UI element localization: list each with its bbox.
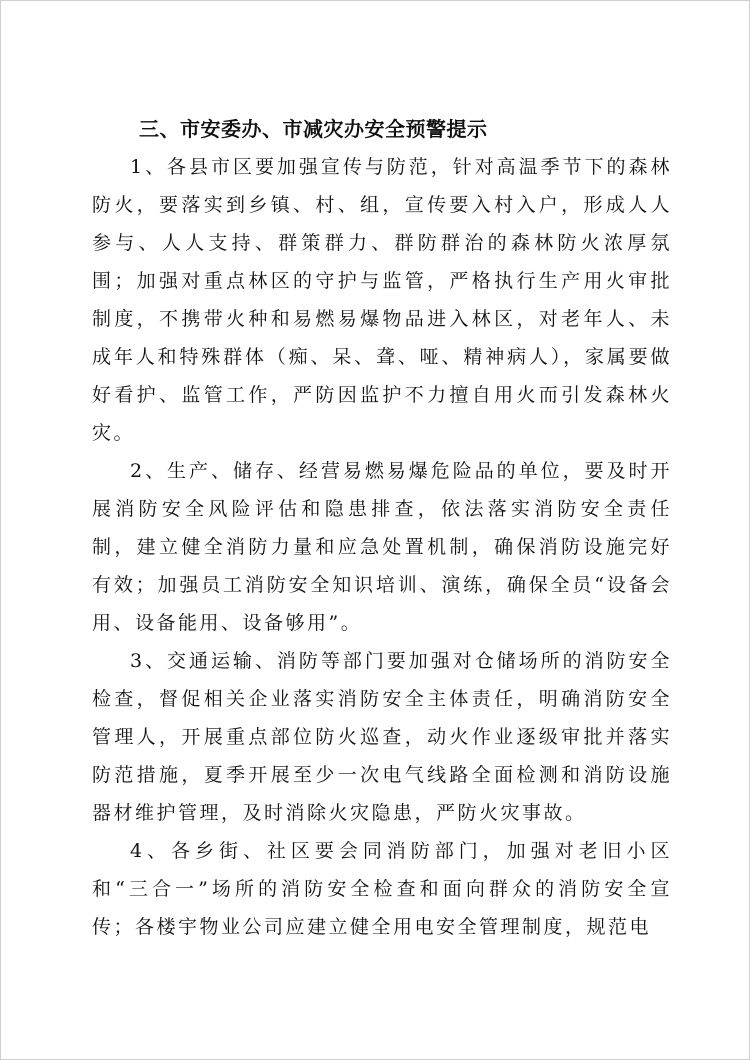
section-heading: 三、市安委办、市减灾办安全预警提示 xyxy=(139,117,488,141)
document-body xyxy=(92,110,672,946)
paragraph-4: 4、各乡街、社区要会同消防部门，加强对老旧小区和“三合一”场所的消防安全检查和面向群众的消防安全宣传；各楼宇物业公司应建立健全用电安全管理制度，规范电 xyxy=(92,840,672,938)
paragraph-2: 2、生产、储存、经营易燃易爆危险品的单位，要及时开展消防安全风险评估和隐患排查，依法落实消防安全责任制，建立健全消防力量和应急处置机制，确保消防设施完好有效；加强员工消防安全知识培训、演练，确保全员“设备会用、设备能用、设备够用”。 xyxy=(92,460,672,634)
paragraph-3: 3、交通运输、消防等部门要加强对仓储场所的消防安全检查，督促相关企业落实消防安全主体责任，明确消防安全管理人，开展重点部位防火巡查，动火作业逐级审批并落实防范措施，夏季开展至少一次电气线路全面检测和消防设施器材维护管理，及时消除火灾隐患，严防火灾事故。 xyxy=(92,650,672,824)
paragraph-1: 1、各县市区要加强宣传与防范，针对高温季节下的森林防火，要落实到乡镇、村、组，宣传要入村入户，形成人人参与、人人支持、群策群力、群防群治的森林防火浓厚氛围；加强对重点林区的守护与监管，严格执行生产用火审批制度，不携带火种和易燃易爆物品进入林区，对老年人、未成年人和特殊群体（痴、呆、聋、哑、精神病人），家属要做好看护、监管工作，严防因监护不力擅自用火而引发森林火灾。 xyxy=(92,156,672,444)
